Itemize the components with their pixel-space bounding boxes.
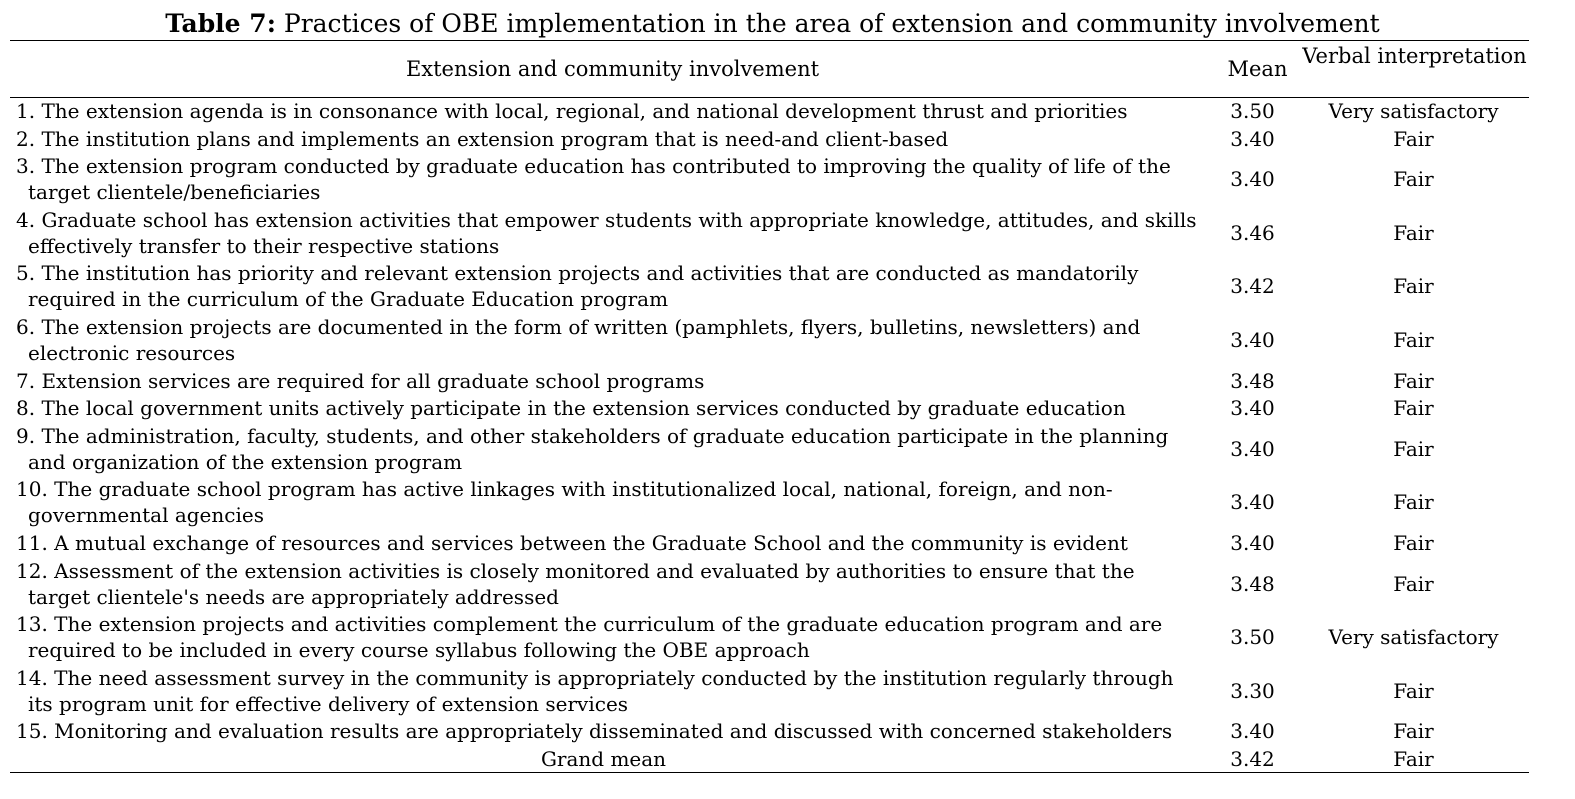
column-header-item: Extension and community involvement bbox=[405, 57, 820, 81]
table-row bbox=[10, 558, 1529, 610]
bottom-rule bbox=[10, 772, 1529, 773]
row-item: 2. The institution plans and implements an extension program that is need-and client-based bbox=[16, 126, 949, 151]
table-row bbox=[10, 153, 1529, 205]
table-row bbox=[10, 260, 1529, 312]
table-row bbox=[10, 665, 1529, 717]
table-row bbox=[10, 476, 1529, 528]
row-verbal: Fair bbox=[1393, 327, 1434, 352]
row-verbal: Fair bbox=[1393, 396, 1434, 421]
table-row bbox=[10, 98, 1529, 124]
row-verbal: Fair bbox=[1393, 126, 1434, 151]
row-mean: 3.50 bbox=[1230, 625, 1275, 650]
row-mean: 3.30 bbox=[1230, 678, 1275, 703]
row-item: 5. The institution has priority and relevant extension projects and activities that are conducted as mandatorily required in the curriculum of the Graduate Education program bbox=[16, 261, 1139, 312]
row-verbal: Fair bbox=[1393, 530, 1434, 555]
table-row bbox=[10, 611, 1529, 663]
table-body bbox=[10, 98, 1529, 772]
table-caption bbox=[0, 8, 1545, 40]
table-row bbox=[10, 530, 1529, 556]
row-verbal: Fair bbox=[1393, 719, 1434, 744]
table-row bbox=[10, 126, 1529, 152]
row-verbal: Fair bbox=[1393, 368, 1434, 393]
row-item: 14. The need assessment survey in the community is appropriately conducted by the institution regularly through its program unit for effective delivery of extension services bbox=[16, 665, 1174, 716]
row-item: 3. The extension program conducted by graduate education has contributed to improving the quality of life of the target clientele/beneficiaries bbox=[16, 154, 1171, 205]
row-item: 13. The extension projects and activities complement the curriculum of the graduate education program and are required to be included in every course syllabus following the OBE approach bbox=[16, 612, 1163, 663]
row-verbal: Very satisfactory bbox=[1328, 625, 1499, 650]
row-item: 4. Graduate school has extension activities that empower students with appropriate knowledge, attitudes, and skills effectively transfer to their respective stations bbox=[16, 207, 1197, 258]
row-item: 1. The extension agenda is in consonance with local, regional, and national development thrust and priorities bbox=[16, 99, 1128, 123]
row-verbal: Fair bbox=[1393, 571, 1434, 596]
row-verbal: Fair bbox=[1393, 436, 1434, 461]
column-header-mean: Mean bbox=[1227, 57, 1288, 81]
table-title: Practices of OBE implementation in the area of extension and community involvement bbox=[283, 9, 1380, 38]
row-verbal: Fair bbox=[1393, 678, 1434, 703]
row-verbal: Fair bbox=[1393, 274, 1434, 299]
table-row bbox=[10, 314, 1529, 366]
row-verbal: Very satisfactory bbox=[1328, 99, 1499, 123]
row-verbal: Fair bbox=[1393, 220, 1434, 245]
grand-mean-value: 3.42 bbox=[1230, 746, 1275, 771]
table-row bbox=[10, 395, 1529, 421]
row-mean: 3.48 bbox=[1230, 571, 1275, 596]
row-mean: 3.40 bbox=[1230, 436, 1275, 461]
grand-mean-verbal: Fair bbox=[1393, 746, 1434, 771]
row-mean: 3.40 bbox=[1230, 396, 1275, 421]
row-item: 11. A mutual exchange of resources and services between the Graduate School and the community is evident bbox=[16, 530, 1128, 555]
row-mean: 3.48 bbox=[1230, 368, 1275, 393]
row-verbal: Fair bbox=[1393, 490, 1434, 515]
row-item: 7. Extension services are required for all graduate school programs bbox=[16, 368, 705, 393]
row-mean: 3.40 bbox=[1230, 126, 1275, 151]
row-item: 10. The graduate school program has active linkages with institutionalized local, national, foreign, and non-governmental agencies bbox=[16, 477, 1113, 528]
table-label: Table 7: bbox=[165, 9, 276, 38]
row-mean: 3.40 bbox=[1230, 490, 1275, 515]
row-mean: 3.40 bbox=[1230, 530, 1275, 555]
table-row bbox=[10, 368, 1529, 394]
row-item: 12. Assessment of the extension activities is closely monitored and evaluated by authorities to ensure that the target clientele's needs are appropriately addressed bbox=[16, 558, 1135, 609]
table-row bbox=[10, 207, 1529, 259]
column-header-verbal: Verbal interpretation bbox=[1302, 44, 1527, 68]
row-mean: 3.40 bbox=[1230, 327, 1275, 352]
row-item: 9. The administration, faculty, students, and other stakeholders of graduate education participate in the planning and organization of the extension program bbox=[16, 423, 1169, 474]
row-mean: 3.50 bbox=[1230, 99, 1275, 123]
row-mean: 3.46 bbox=[1230, 220, 1275, 245]
table-row bbox=[10, 718, 1529, 744]
row-mean: 3.40 bbox=[1230, 167, 1275, 192]
row-item: 6. The extension projects are documented in the form of written (pamphlets, flyers, bulletins, newsletters) and electronic resources bbox=[16, 314, 1141, 365]
row-mean: 3.40 bbox=[1230, 719, 1275, 744]
table-row bbox=[10, 423, 1529, 475]
row-item: 15. Monitoring and evaluation results are appropriately disseminated and discussed with concerned stakeholders bbox=[16, 719, 1173, 744]
row-verbal: Fair bbox=[1393, 167, 1434, 192]
top-rule bbox=[10, 40, 1529, 41]
row-mean: 3.42 bbox=[1230, 274, 1275, 299]
grand-mean-label: Grand mean bbox=[540, 746, 667, 771]
grand-mean-row bbox=[10, 746, 1529, 772]
row-item: 8. The local government units actively participate in the extension services conducted by graduate education bbox=[16, 396, 1126, 421]
